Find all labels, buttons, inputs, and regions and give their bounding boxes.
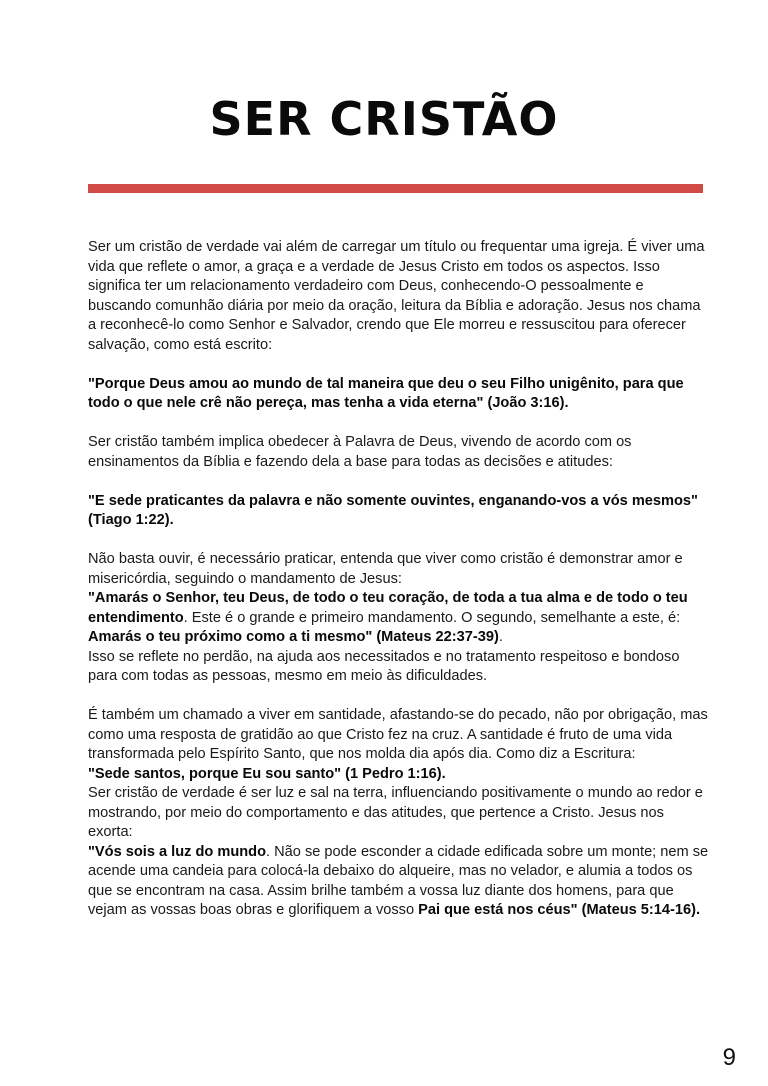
paragraph-light-salt: Ser cristão de verdade é ser luz e sal na terra, influenciando positivamente o mundo ao redor e mostrando, por meio do comportamento e das atitudes, que pertence a Cristo. Jesus nos exorta: [88,785,703,840]
paragraph-holiness: É também um chamado a viver em santidade, afastando-se do pecado, não por obrigação, mas como uma resposta de gratidão ao que Cristo fez na cruz. A santidade é fruto de uma vida transformada pelo Espírito Santo, que nos molda dia após dia. Como diz a Escritura: [88,707,708,762]
quote-matthew-5 [88,843,710,921]
quote-james-1-22 [88,492,710,531]
quote-text-part1: "Amarás o Senhor, teu Deus, de todo o teu coração, de toda a tua alma e de todo o teu entendimento [88,590,688,626]
title-divider [88,184,703,193]
quote-text-part2: Pai que está nos céus" (Mateus 5:14-16). [418,902,701,918]
paragraph-practice: Não basta ouvir, é necessário praticar, entenda que viver como cristão é demonstrar amor e misericórdia, seguindo o mandamento de Jesus: [88,551,683,587]
quote-john-3-16 [88,375,710,414]
quote-1-peter-1-16 [88,765,710,785]
paragraph-intro: Ser um cristão de verdade vai além de carregar um título ou frequentar uma igreja. É viver uma vida que reflete o amor, a graça e a verdade de Jesus Cristo em todos os aspectos. Isso significa ter um relacionamento verdadeiro com Deus, conhecendo-O pessoalmente e buscando comunhão diária por meio da oração, leitura da Bíblia e adoração. Jesus nos chama a reconhecê-lo como Senhor e Salvador, crendo que Ele morreu e ressuscitou para oferecer salvação, como está escrito: [88,239,705,353]
page-number: 9 [722,1044,736,1071]
paragraph-obedience: Ser cristão também implica obedecer à Palavra de Deus, vivendo de acordo com os ensinamentos da Bíblia e fazendo dela a base para todas as decisões e atitudes: [88,434,632,470]
body-text [88,238,710,921]
connector-text: . Este é o grande e primeiro mandamento. O segundo, semelhante a este, é: [183,609,681,626]
quote-text: "Sede santos, porque Eu sou santo" (1 Pedro 1:16). [88,765,446,782]
page-title: SER CRISTÃO [209,92,559,146]
quote-text: "E sede praticantes da palavra e não somente ouvintes, enganando-vos a vós mesmos" (Tiago 1:22). [88,492,698,528]
quote-matthew-22 [88,589,710,648]
quote-text: "Porque Deus amou ao mundo de tal maneira que deu o seu Filho unigênito, para que todo o que nele crê não pereça, mas tenha a vida eterna" (João 3:16). [88,375,684,411]
quote-body-text: . Não se pode esconder a cidade edificada sobre um monte; nem se acende uma candeia para colocá-la debaixo do alqueire, mas no velador, e alumia a todos os que se encontram na casa. Assim brilhe também a vossa luz diante dos homens, para que vejam as vossas boas obras e glorifiquem a vosso [88,843,709,918]
paragraph-forgiveness: Isso se reflete no perdão, na ajuda aos necessitados e no tratamento respeitoso e bondoso para com todas as pessoas, mesmo em meio às dificuldades. [88,648,680,684]
quote-text-part2: Amarás o teu próximo como a ti mesmo" (Mateus 22:37-39) [88,629,499,645]
period-text: . [498,629,503,645]
quote-text-part1: "Vós sois a luz do mundo [88,843,267,860]
